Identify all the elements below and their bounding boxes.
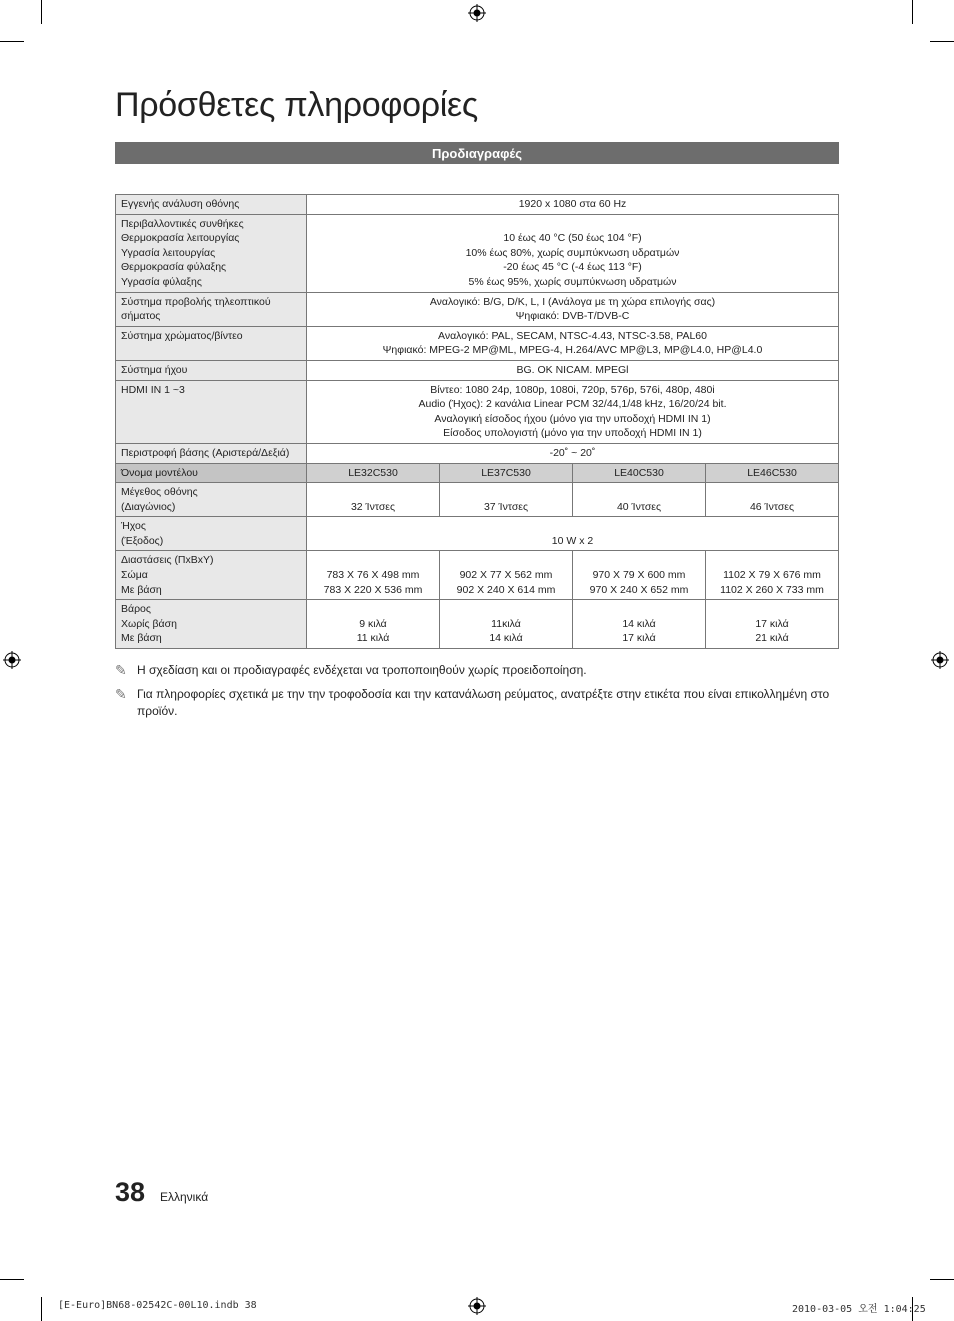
page-number: 38: [115, 1177, 146, 1207]
row-label: Σύστημα χρώματος/βίντεο: [116, 326, 307, 360]
value-line: 21 κιλά: [755, 632, 789, 645]
row-label: Σύστημα προβολής τηλεοπτικού σήματος: [116, 292, 307, 326]
cell-value: [573, 600, 706, 649]
value-line: 1102 X 260 X 733 mm: [720, 583, 824, 596]
note-item: [115, 662, 839, 679]
footer-file: [E-Euro]BN68-02542C-00L10.indb 38: [58, 1300, 257, 1311]
cell-value: [440, 551, 573, 600]
pencil-note-icon: ✎: [115, 686, 127, 702]
crop-mark: [41, 0, 42, 24]
table-row: [116, 517, 839, 551]
table-row: [116, 463, 839, 483]
value-line: Είσοδος υπολογιστή (μόνο για την υποδοχή HDMI IN 1): [443, 427, 702, 440]
row-label: [116, 214, 307, 292]
label-line: Θερμοκρασία φύλαξης: [121, 261, 227, 274]
value-line: 970 X 79 X 600 mm: [592, 569, 686, 582]
cell-value: [573, 551, 706, 600]
row-label: Περιστροφή βάσης (Αριστερά/Δεξιά): [116, 443, 307, 463]
row-value: [307, 380, 839, 443]
value-line: 902 X 240 X 614 mm: [456, 583, 556, 596]
value-line: 11 κιλά: [356, 632, 390, 645]
row-value: -20˚ ~ 20˚: [307, 443, 839, 463]
value-line: Αναλογικό: PAL, SECAM, NTSC-4.43, NTSC-3.58, PAL60: [438, 329, 707, 342]
crop-mark: [0, 41, 24, 42]
label-line: Περιβαλλοντικές συνθήκες: [121, 217, 244, 230]
note-text: Η σχεδίαση και οι προδιαγραφές ενδέχεται να τροποποιηθούν χωρίς προειδοποίηση.: [137, 663, 587, 677]
cell-value: [440, 600, 573, 649]
cell-value: [307, 551, 440, 600]
cell-value: 46 Ίντσες: [706, 483, 839, 517]
table-row: [116, 360, 839, 380]
label-line: Με βάση: [121, 583, 162, 596]
note-text: Για πληροφορίες σχετικά με την την τροφοδοσία και την κατανάλωση ρεύματος, ανατρέξτε στην ετικέτα που είναι επικολλημένη στο προϊόν.: [137, 687, 830, 718]
row-label: Όνομα μοντέλου: [116, 463, 307, 483]
value-line: 902 X 77 X 562 mm: [459, 569, 553, 582]
notes: [115, 662, 839, 727]
value-line: Ψηφιακό: DVB-T/DVB-C: [515, 310, 630, 323]
value-line: Audio (Ήχος): 2 κανάλια Linear PCM 32/44,1/48 kHz, 16/20/24 bit.: [418, 398, 727, 411]
label-line: Υγρασία φύλαξης: [121, 275, 202, 288]
value-line: 9 κιλά: [359, 617, 387, 630]
registration-mark-icon: [468, 4, 486, 22]
page-title: Πρόσθετες πληροφορίες: [115, 86, 478, 124]
section-heading: Προδιαγραφές: [115, 142, 839, 164]
model-name: LE32C530: [307, 463, 440, 483]
table-row: [116, 600, 839, 649]
row-value: 1920 x 1080 στα 60 Hz: [307, 195, 839, 215]
cell-value: 32 Ίντσες: [307, 483, 440, 517]
crop-mark: [0, 1279, 24, 1280]
row-value: [307, 326, 839, 360]
value-line: 10% έως 80%, χωρίς συμπύκνωση υδρατμών: [465, 246, 680, 259]
label-line: Με βάση: [121, 632, 162, 645]
row-value: [307, 214, 839, 292]
label-line: (Έξοδος): [121, 534, 164, 547]
row-label: [116, 551, 307, 600]
row-value: 10 W x 2: [307, 517, 839, 551]
crop-mark: [41, 1297, 42, 1321]
registration-mark-icon: [468, 1297, 486, 1315]
value-line: 17 κιλά: [622, 632, 656, 645]
value-line: 5% έως 95%, χωρίς συμπύκνωση υδρατμών: [468, 275, 677, 288]
registration-mark-icon: [931, 651, 949, 669]
table-row: [116, 292, 839, 326]
label-line: Χωρίς βάση: [121, 617, 177, 630]
value-line: 10 έως 40 °C (50 έως 104 °F): [503, 232, 642, 245]
value-line: -20 έως 45 °C (-4 έως 113 °F): [503, 261, 642, 274]
table-row: [116, 326, 839, 360]
cell-value: [706, 600, 839, 649]
label-line: Βάρος: [121, 603, 151, 616]
value-line: Βίντεο: 1080 24p, 1080p, 1080i, 720p, 576p, 576i, 480p, 480i: [430, 383, 715, 396]
table-row: [116, 551, 839, 600]
row-label: [116, 600, 307, 649]
value-line: 783 X 220 X 536 mm: [323, 583, 423, 596]
footer-date: 2010-03-05 오전 1:04:25: [792, 1304, 926, 1315]
value-line: 1102 X 79 X 676 mm: [723, 569, 821, 582]
pencil-note-icon: ✎: [115, 662, 127, 678]
model-name: LE46C530: [706, 463, 839, 483]
label-line: (Διαγώνιος): [121, 500, 176, 513]
label-line: Θερμοκρασία λειτουργίας: [121, 232, 240, 245]
row-value: BG. OK NICAM. MPEGl: [307, 360, 839, 380]
value-line: 14 κιλά: [489, 632, 523, 645]
table-row: [116, 380, 839, 443]
crop-mark: [912, 0, 913, 24]
label-line: Διαστάσεις (ΠxΒxΥ): [121, 554, 214, 567]
value-line: 14 κιλά: [622, 617, 656, 630]
value-line: Ψηφιακό: MPEG-2 MP@ML, MPEG-4, H.264/AVC MP@L3, MP@L4.0, HP@L4.0: [382, 344, 763, 357]
row-label: [116, 483, 307, 517]
value-line: 11κιλά: [491, 617, 521, 630]
row-label: Εγγενής ανάλυση οθόνης: [116, 195, 307, 215]
table-row: [116, 483, 839, 517]
value-line: 17 κιλά: [755, 617, 789, 630]
value-line: 783 X 76 X 498 mm: [326, 569, 420, 582]
label-line: Ήχος: [121, 520, 146, 533]
cell-value: 40 Ίντσες: [573, 483, 706, 517]
model-name: LE40C530: [573, 463, 706, 483]
label-line: Υγρασία λειτουργίας: [121, 246, 216, 259]
crop-mark: [930, 1279, 954, 1280]
registration-mark-icon: [3, 651, 21, 669]
language-label: Ελληνικά: [160, 1190, 209, 1204]
value-line: Αναλογικό: B/G, D/K, L, I (Ανάλογα με τη χώρα επιλογής σας): [429, 295, 716, 308]
row-label: HDMI IN 1 ~3: [116, 380, 307, 443]
value-line: Αναλογική είσοδος ήχου (μόνο για την υποδοχή HDMI IN 1): [434, 412, 711, 425]
note-item: [115, 686, 839, 720]
spec-table: [115, 194, 839, 649]
cell-value: 37 Ίντσες: [440, 483, 573, 517]
table-row: [116, 214, 839, 292]
table-row: [116, 195, 839, 215]
cell-value: [307, 600, 440, 649]
row-label: [116, 517, 307, 551]
crop-mark: [930, 41, 954, 42]
model-name: LE37C530: [440, 463, 573, 483]
row-value: [307, 292, 839, 326]
table-row: [116, 443, 839, 463]
value-line: 970 X 240 X 652 mm: [589, 583, 689, 596]
cell-value: [706, 551, 839, 600]
label-line: Σώμα: [121, 569, 148, 582]
row-label: Σύστημα ήχου: [116, 360, 307, 380]
label-line: Μέγεθος οθόνης: [121, 486, 198, 499]
